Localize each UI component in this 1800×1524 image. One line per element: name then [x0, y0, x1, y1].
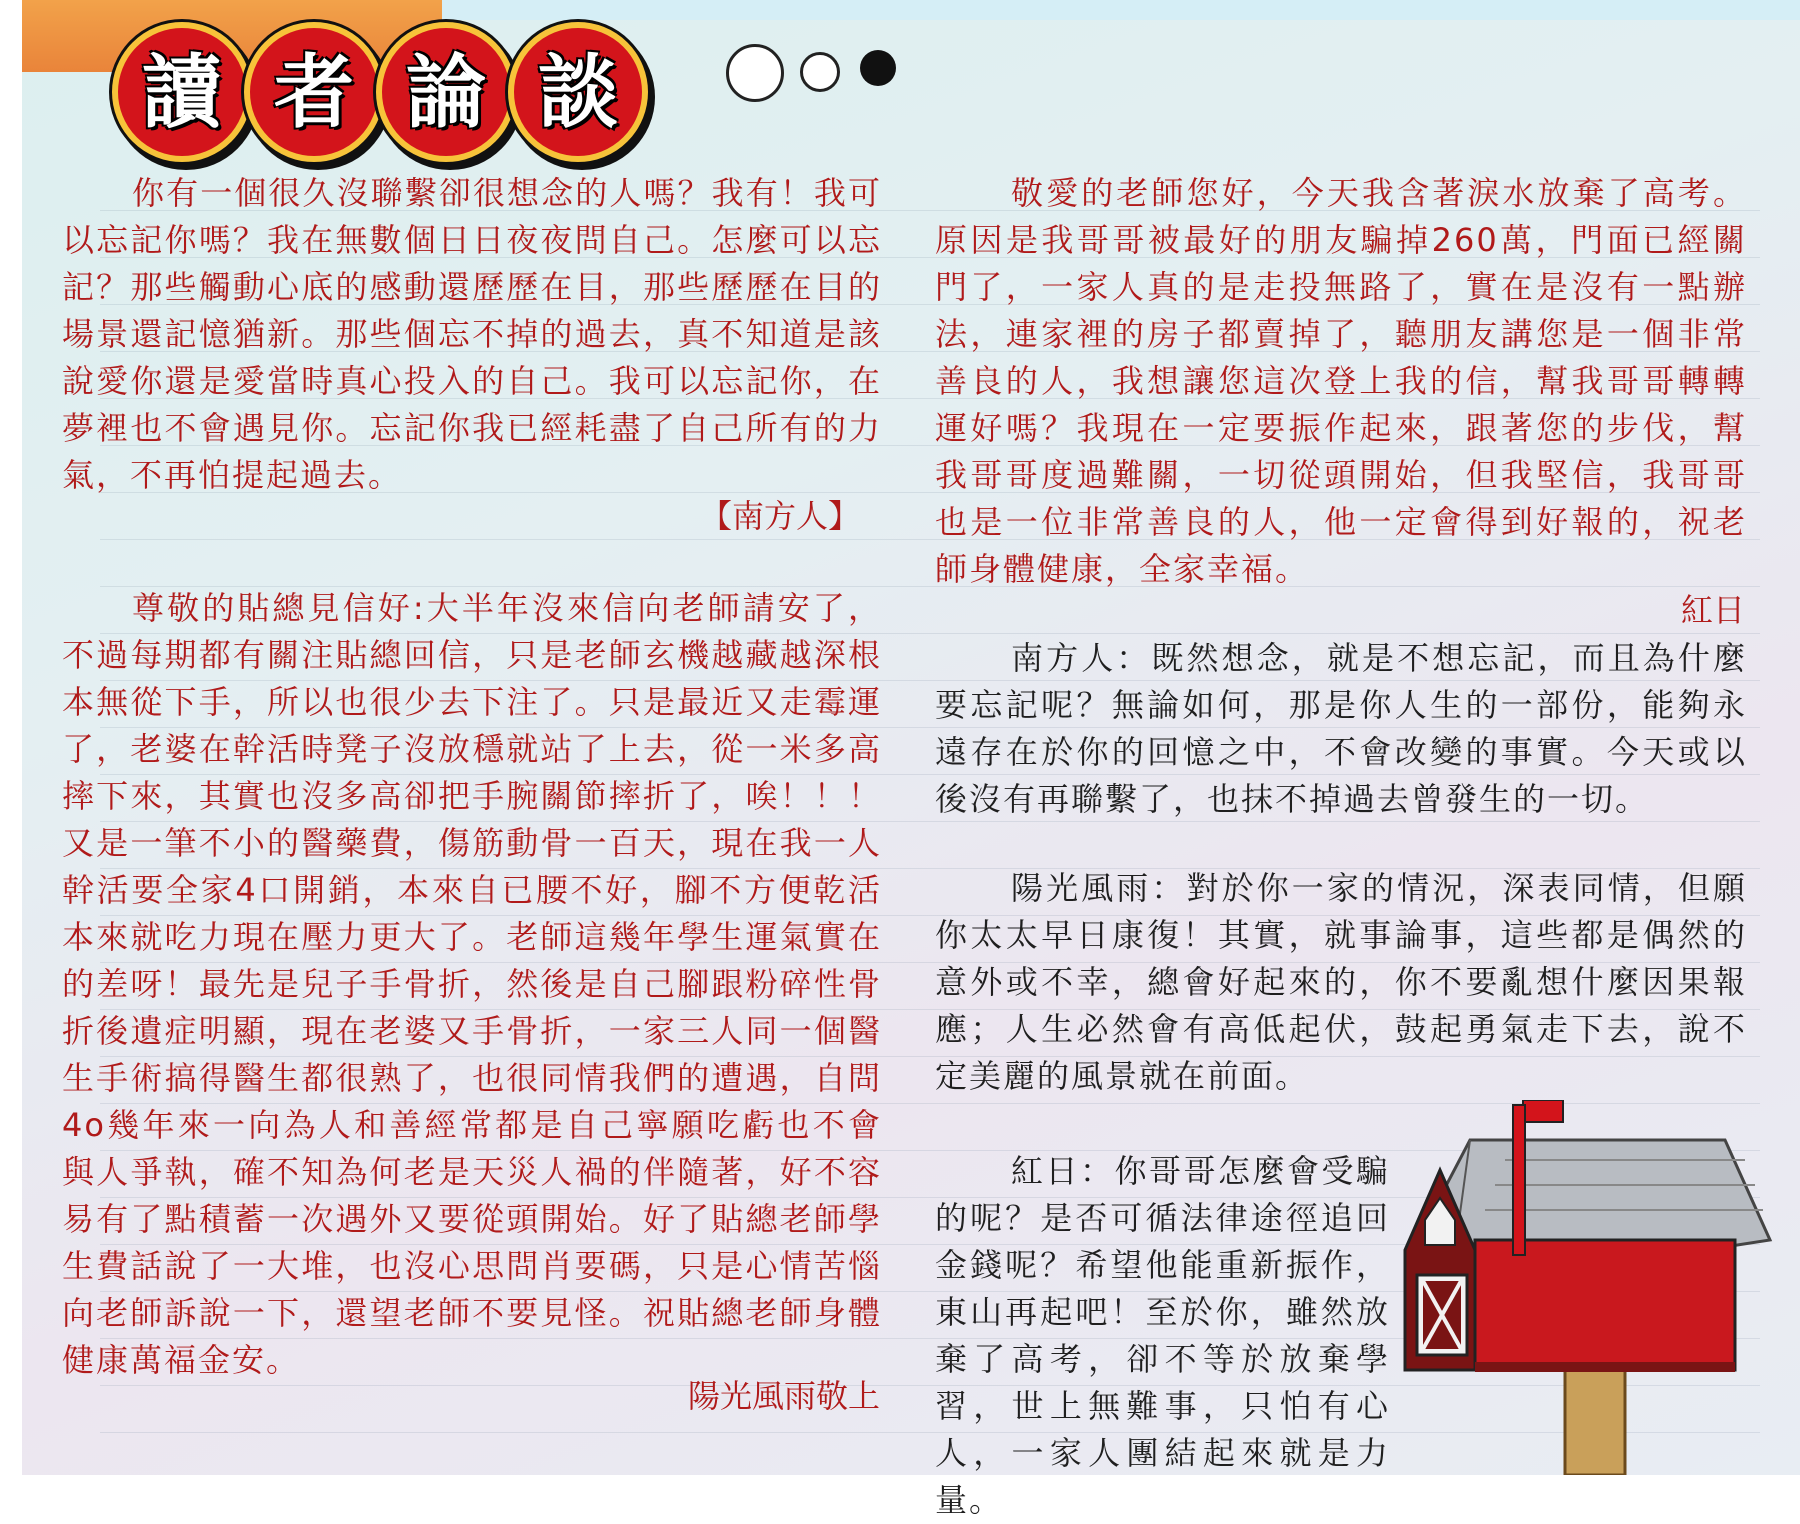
- header-blue-strip: [442, 0, 1800, 20]
- letter-2-signature: 陽光風雨敬上: [687, 1377, 880, 1415]
- reader-letter-2: 尊敬的貼總見信好:大半年沒來信向老師請安了，不過每期都有關注貼總回信，只是老師玄機越藏越深根本無從下手，所以也很少去下注了。只是最近又走霉運了，老婆在幹活時凳子沒放穩就站了上去，從一米多高摔下來，其實也沒多高卻把手腕關節摔折了，唉！！！又是一筆不小的醫藥費，傷筋動骨一百天，現在我一人幹活要全家4口開銷，本來自已腰不好，腳不方便乾活本來就吃力現在壓力更大了。老師這幾年學生運氣實在的差呀！最先是兒子手骨折，然後是自己腳跟粉碎性骨折後遺症明顯，現在老婆又手骨折，一家三人同一個醫生手術搞得醫生都很熟了，也很同情我們的遭遇，自問4o幾年來一向為人和善經常都是自己寧願吃虧也不會與人爭執，確不知為何老是天災人禍的伴隨著，好不容易有了點積蓄一次遇外又要從頭開始。好了貼總老師學生費話說了一大堆，也沒心思問肖要碼，只是心情苦惱向老師訴說一下，還望老師不要見怪。祝貼總老師身體健康萬福金安。: [62, 589, 882, 1379]
- editor-reply-1: 南方人：既然想念，就是不想忘記，而且為什麼要忘記呢？無論如何，那是你人生的一部份，能夠永遠存在於你的回憶之中，不會改變的事實。今天或以後沒有再聯繫了，也抹不掉過去曾發生的一切。: [935, 639, 1747, 818]
- title-badge: [244, 22, 384, 162]
- reader-letter-1: 你有一個很久沒聯繫卻很想念的人嗎？我有！我可以忘記你嗎？我在無數個日日夜夜問自己。怎麼可以忘記？那些觸動心底的感動還歷歷在目，那些歷歷在目的場景還記憶猶新。那些個忘不掉的過去，真不知道是該說愛你還是愛當時真心投入的自己。我可以忘記你，在夢裡也不會遇見你。忘記你我已經耗盡了自己所有的力氣，不再怕提起過去。: [62, 174, 882, 494]
- mailbox-illustration: [1395, 1100, 1785, 1475]
- editor-reply-2: 陽光風雨：對於你一家的情況，深表同情，但願你太太早日康復！其實，就事論事，這些都是偶然的意外或不幸，總會好起來的，你不要亂想什麼因果報應；人生必然會有高低起伏，鼓起勇氣走下去，說不定美麗的風景就在前面。: [935, 869, 1747, 1095]
- editor-reply-3: 紅日：你哥哥怎麼會受騙的呢？是否可循法律途徑追回金錢呢？希望他能重新振作，東山再起吧！至於你，雖然放棄了高考，卻不等於放棄學習，世上無難事，只怕有心人，一家人團結起來就是力量。: [935, 1152, 1390, 1519]
- title-char: 讀: [142, 45, 222, 139]
- title-char: 者: [274, 45, 354, 139]
- deco-black-dot: [860, 50, 896, 86]
- deco-small-circle: [800, 52, 840, 92]
- mailbox-flag: [1523, 1100, 1563, 1122]
- letter-1-signature: 【南方人】: [699, 497, 860, 535]
- title-char: 論: [406, 45, 486, 139]
- reader-letter-3: 敬愛的老師您好，今天我含著淚水放棄了高考。原因是我哥哥被最好的朋友騙掉260萬，門面已經關門了，一家人真的是走投無路了，實在是沒有一點辦法，連家裡的房子都賣掉了，聽朋友講您是一個非常善良的人，我想讓您這次登上我的信，幫我哥哥轉轉運好嗎？我現在一定要振作起來，跟著您的步伐，幫我哥哥度過難關，一切從頭開始，但我堅信，我哥哥也是一位非常善良的人，他一定會得到好報的，祝老師身體健康，全家幸福。: [935, 174, 1747, 588]
- title-badge: [376, 22, 516, 162]
- title-badge: [508, 22, 648, 162]
- title-char: 談: [538, 45, 618, 139]
- letter-3-signature: 紅日: [1680, 591, 1745, 629]
- title-badge: [112, 22, 252, 162]
- deco-large-circle: [726, 44, 784, 102]
- mailbox-body: [1475, 1240, 1735, 1370]
